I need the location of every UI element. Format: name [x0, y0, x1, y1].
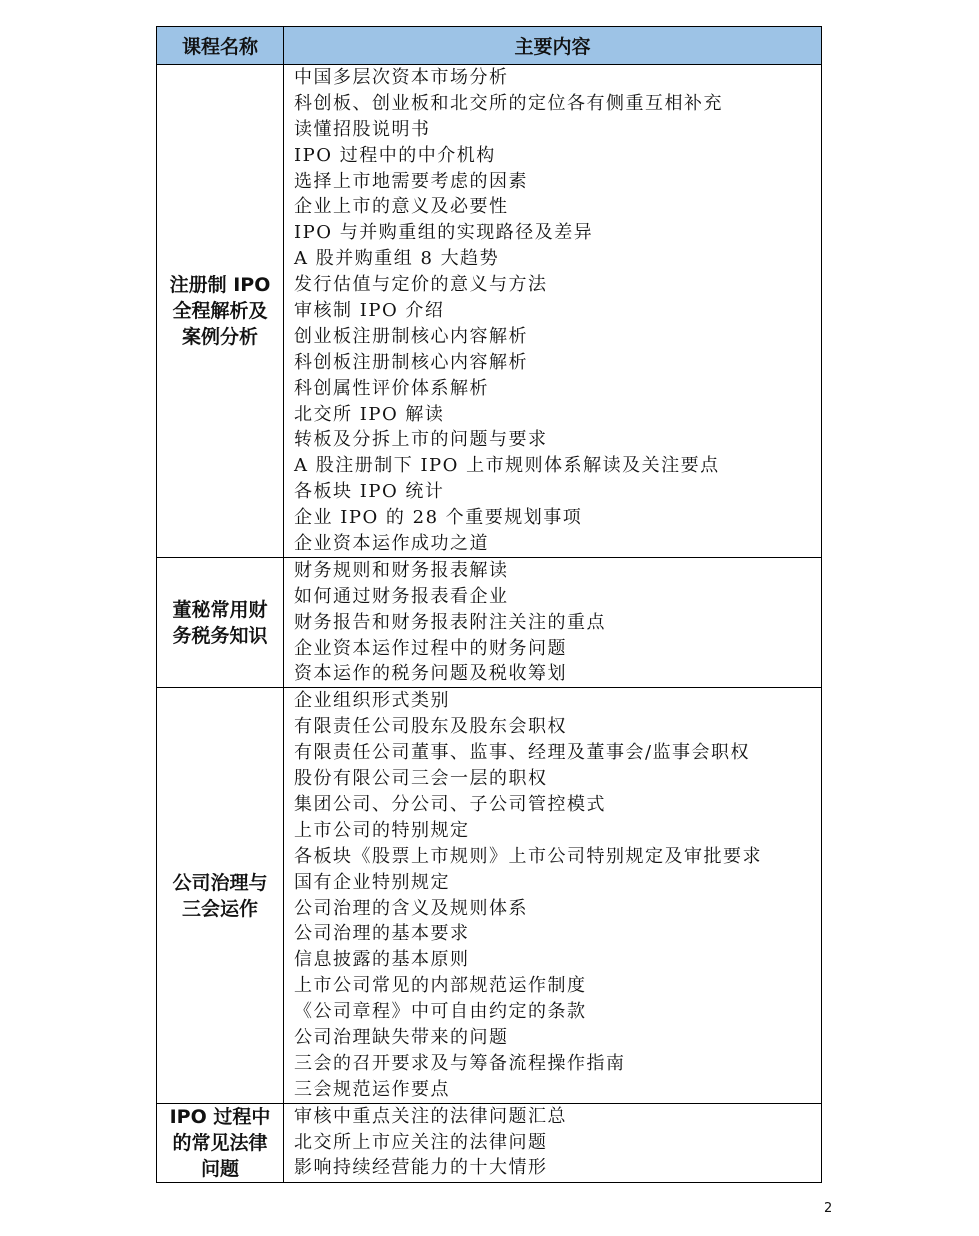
table-row [157, 1103, 822, 1182]
content-item: 资本运作的税务问题及税收筹划 [294, 663, 567, 685]
content-item: A 股注册制下 IPO 上市规则体系解读及关注要点 [294, 455, 720, 477]
content-item: 公司治理的含义及规则体系 [294, 897, 528, 919]
content-item: 三会的召开要求及与筹备流程操作指南 [294, 1052, 626, 1074]
content-item: 各板块《股票上市规则》上市公司特别规定及审批要求 [294, 845, 762, 867]
header-row [157, 27, 822, 65]
page-number: 2 [824, 1201, 833, 1216]
content-item: 企业上市的意义及必要性 [294, 196, 509, 218]
content-item: A 股并购重组 8 大趋势 [294, 248, 500, 270]
header-course-name: 课程名称 [157, 27, 284, 65]
main-content-cell [284, 65, 822, 558]
content-item: 财务报告和财务报表附注关注的重点 [294, 611, 606, 633]
content-item: 信息披露的基本原则 [294, 949, 470, 971]
course-name-line: 问题 [200, 1157, 239, 1180]
content-item: 三会规范运作要点 [294, 1078, 450, 1100]
content-item: 科创板注册制核心内容解析 [294, 351, 528, 373]
content-item: 上市公司的特别规定 [294, 819, 470, 841]
content-item: 企业 IPO 的 28 个重要规划事项 [294, 507, 583, 529]
course-name-line: 注册制 IPO [169, 273, 271, 296]
content-item: 企业组织形式类别 [294, 690, 450, 712]
table-row [157, 688, 822, 1103]
table-row [157, 65, 822, 558]
table-body [157, 65, 822, 1183]
course-table [156, 26, 822, 1183]
content-item: 有限责任公司董事、监事、经理及董事会/监事会职权 [294, 742, 751, 764]
content-item: 股份有限公司三会一层的职权 [294, 768, 548, 790]
content-item: 如何通过财务报表看企业 [294, 585, 509, 607]
main-content-cell [284, 557, 822, 687]
content-item: 《公司章程》中可自由约定的条款 [294, 1001, 587, 1023]
course-name-line: 全程解析及 [172, 299, 268, 322]
header-main-content: 主要内容 [284, 27, 822, 65]
table-row [157, 557, 822, 687]
main-content-cell [284, 688, 822, 1103]
content-item: IPO 过程中的中介机构 [294, 144, 496, 166]
content-item: 企业资本运作成功之道 [294, 533, 489, 555]
content-item: 转板及分拆上市的问题与要求 [294, 429, 548, 451]
content-item: 国有企业特别规定 [294, 871, 450, 893]
course-name-line: 务税务知识 [172, 624, 268, 647]
content-item: 财务规则和财务报表解读 [294, 559, 509, 581]
content-item: 审核制 IPO 介绍 [294, 300, 445, 322]
course-name-cell [157, 65, 284, 558]
course-name-line: 案例分析 [181, 325, 258, 348]
content-item: 选择上市地需要考虑的因素 [294, 170, 528, 192]
content-item: 影响持续经营能力的十大情形 [294, 1157, 548, 1179]
content-item: 审核中重点关注的法律问题汇总 [294, 1105, 567, 1127]
content-item: 各板块 IPO 统计 [294, 481, 445, 503]
content-item: 上市公司常见的内部规范运作制度 [294, 975, 587, 997]
course-name-line: 的常见法律 [172, 1131, 268, 1154]
course-name-cell [157, 557, 284, 687]
course-name-cell [157, 688, 284, 1103]
content-item: 读懂招股说明书 [294, 118, 431, 140]
content-item: 公司治理的基本要求 [294, 923, 470, 945]
content-item: 公司治理缺失带来的问题 [294, 1026, 509, 1048]
content-item: 集团公司、分公司、子公司管控模式 [294, 793, 606, 815]
content-item: 有限责任公司股东及股东会职权 [294, 716, 567, 738]
content-item: 科创板、创业板和北交所的定位各有侧重互相补充 [294, 92, 723, 114]
course-name-line: IPO 过程中 [169, 1105, 271, 1128]
content-item: 发行估值与定价的意义与方法 [294, 274, 548, 296]
course-name-line: 董秘常用财 [172, 598, 268, 621]
content-item: 科创属性评价体系解析 [294, 377, 489, 399]
main-content-cell [284, 1103, 822, 1182]
content-item: 中国多层次资本市场分析 [294, 67, 509, 88]
content-item: IPO 与并购重组的实现路径及差异 [294, 222, 594, 244]
content-item: 北交所 IPO 解读 [294, 403, 445, 425]
content-item: 企业资本运作过程中的财务问题 [294, 637, 567, 659]
content-item: 创业板注册制核心内容解析 [294, 325, 528, 347]
course-name-cell [157, 1103, 284, 1182]
course-name-line: 公司治理与 [172, 871, 268, 894]
content-item: 北交所上市应关注的法律问题 [294, 1131, 548, 1153]
course-name-line: 三会运作 [181, 897, 258, 920]
